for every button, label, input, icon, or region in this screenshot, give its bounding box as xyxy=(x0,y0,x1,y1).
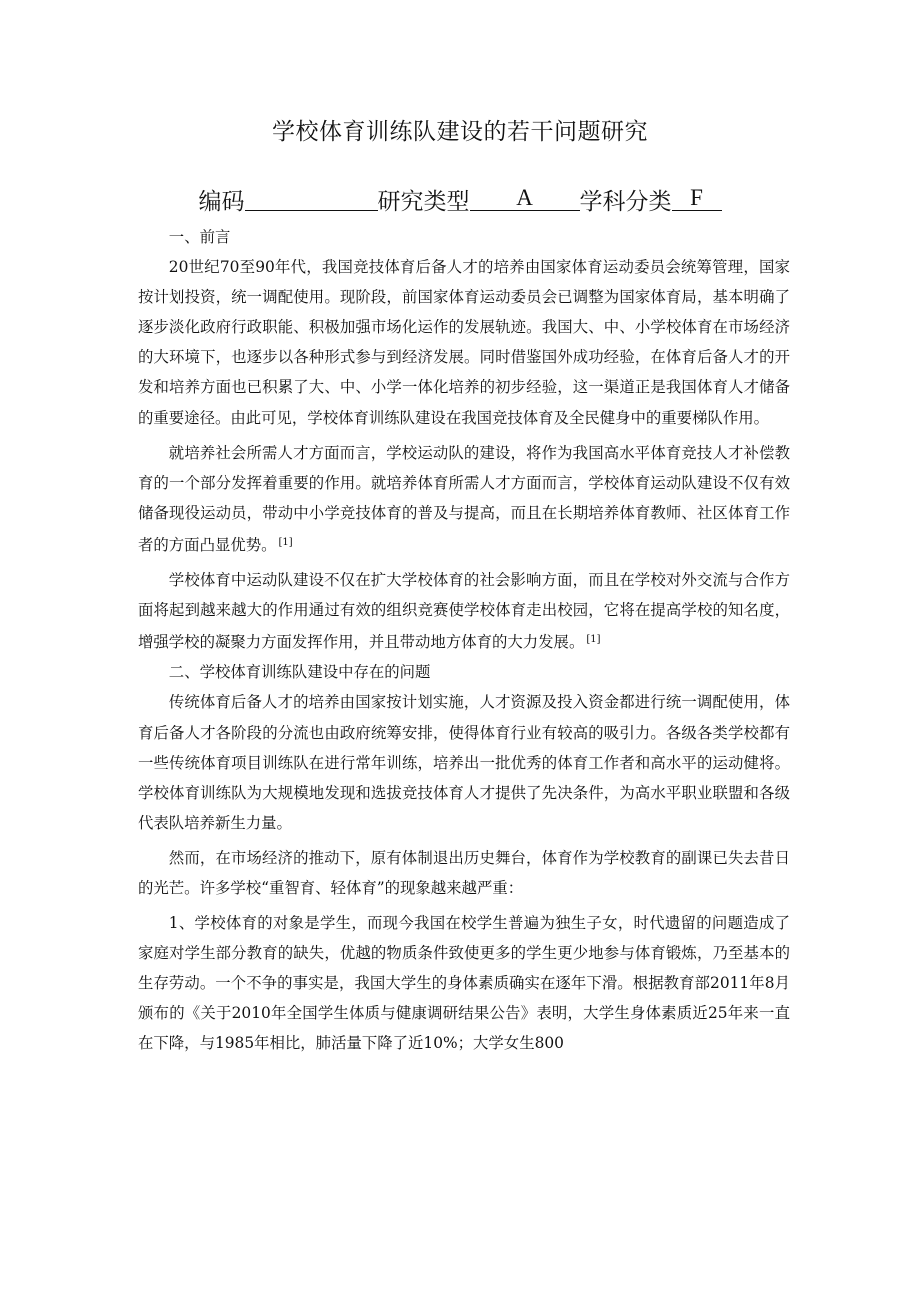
paragraph-text: 就培养社会所需人才方面而言，学校运动队的建设，将作为我国高水平体育竞技人才补偿教育的一个部分发挥着重要的作用。就培养体育所需人才方面而言，学校体育运动队建设不仅有效储备现役运动员，带动中小学竞技体育的普及与提高，而且在长期培养体育教师、社区体育工作者的方面凸显优势。 xyxy=(138,443,790,554)
citation-ref: [1] xyxy=(278,536,293,548)
subject-label: 学科分类 xyxy=(579,189,672,215)
research-type-label: 研究类型 xyxy=(377,189,470,215)
body-paragraph: 传统体育后备人才的培养由国家按计划实施，人才资源及投入资金都进行统一调配使用，体育后备人才各阶段的分流也由政府统筹安排，使得体育行业有较高的吸引力。各级各类学校都有一些传统体育项目训练队在进行常年训练，培养出一批优秀的体育工作者和高水平的运动健将。学校体育训练队为大规模地发现和选拔竞技体育人才提供了先决条件，为高水平职业联盟和各级代表队培养新生力量。 xyxy=(138,693,790,832)
section-heading: 二、学校体育训练队建设中存在的问题 xyxy=(168,663,431,682)
body-paragraph: 然而，在市场经济的推动下，原有体制退出历史舞台，体育作为学校教育的副课已失去昔日的光芒。许多学校“重智育、轻体育”的现象越来越严重： xyxy=(138,848,790,897)
subject-value: F xyxy=(672,183,722,211)
body-paragraph: 1、学校体育的对象是学生，而现今我国在校学生普遍为独生子女，时代遗留的问题造成了家庭对学生部分教育的缺失，优越的物质条件致使更多的学生更少地参与体育锻炼，乃至基本的生存劳动。一个不争的事实是，我国大学生的身体素质确实在逐年下滑。根据教育部2011年8月颁布的《关于2010年全国学生体质与健康调研结果公告》表明，大学生身体素质近25年来一直在下降，与1985年相比，肺活量下降了近10%；大学女生800 xyxy=(138,914,790,1053)
document-meta-line xyxy=(0,183,920,216)
document-body xyxy=(138,222,790,1059)
body-paragraph xyxy=(138,565,790,657)
research-type-value: A xyxy=(470,183,580,211)
code-value-blank xyxy=(245,183,378,211)
body-paragraph xyxy=(138,438,790,560)
body-paragraph: 20世纪70至90年代，我国竞技体育后备人才的培养由国家体育运动委员会统筹管理，国家按计划投资，统一调配使用。现阶段，前国家体育运动委员会已调整为国家体育局，基本明确了逐步淡化政府行政职能、积极加强市场化运作的发展轨迹。我国大、中、小学校体育在市场经济的大环境下，也逐步以各种形式参与到经济发展。同时借鉴国外成功经验，在体育后备人才的开发和培养方面也已积累了大、中、小学一体化培养的初步经验，这一渠道正是我国体育人才储备的重要途径。由此可见，学校体育训练队建设在我国竞技体育及全民健身中的重要梯队作用。 xyxy=(138,258,790,427)
section-heading: 一、前言 xyxy=(168,228,231,246)
code-label: 编码 xyxy=(198,189,245,215)
paragraph-text: 学校体育中运动队建设不仅在扩大学校体育的社会影响方面，而且在学校对外交流与合作方面将起到越来越大的作用通过有效的组织竞赛使学校体育走出校园，它将在提高学校的知名度，增强学校的凝聚力方面发挥作用，并且带动地方体育的大力发展。 xyxy=(138,571,790,652)
citation-ref: [1] xyxy=(586,634,601,646)
document-title: 学校体育训练队建设的若干问题研究 xyxy=(272,119,648,145)
